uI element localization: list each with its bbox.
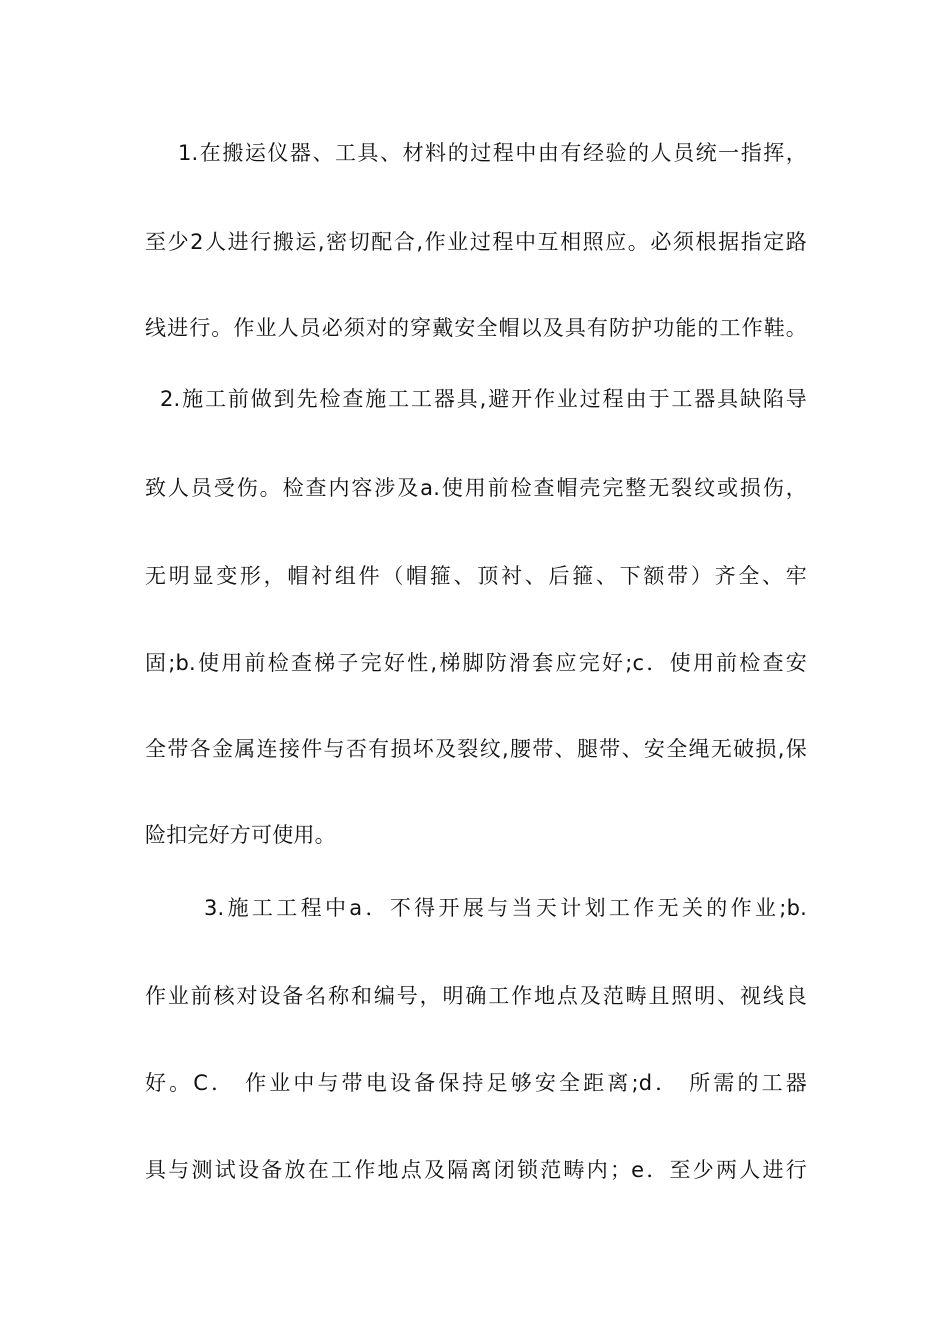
paragraph-1-line-1: 1.在搬运仪器、工具、材料的过程中由有经验的人员统一指挥， bbox=[178, 141, 807, 165]
paragraph-1-line-3: 线进行。作业人员必须对的穿戴安全帽以及具有防护功能的工作鞋。 bbox=[145, 316, 807, 340]
paragraph-2-line-2: 致人员受伤。检查内容涉及a.使用前检查帽壳完整无裂纹或损伤， bbox=[145, 476, 807, 500]
paragraph-3-line-2: 作业前核对设备名称和编号，明确工作地点及范畴且照明、视线良 bbox=[145, 984, 807, 1008]
paragraph-2-line-3: 无明显变形，帽衬组件（帽箍、顶衬、后箍、下额带）齐全、牢 bbox=[145, 564, 807, 588]
paragraph-2-line-4: 固;b.使用前检查梯子完好性,梯脚防滑套应完好;c．使用前检查安 bbox=[145, 651, 807, 675]
paragraph-1-line-2: 至少2人进行搬运,密切配合,作业过程中互相照应。必须根据指定路 bbox=[145, 230, 807, 254]
paragraph-3-line-1: 3.施工工程中a．不得开展与当天计划工作无关的作业;b. bbox=[204, 896, 807, 920]
paragraph-2-line-1: 2.施工前做到先检查施工工器具,避开作业过程由于工器具缺陷导 bbox=[160, 387, 807, 411]
paragraph-2-line-6: 险扣完好方可使用。 bbox=[145, 823, 336, 847]
paragraph-3-line-3: 好。C． 作业中与带电设备保持足够安全距离;d． 所需的工器 bbox=[145, 1071, 807, 1095]
paragraph-3-line-4: 具与测试设备放在工作地点及隔离闭锁范畴内；e．至少两人进行 bbox=[145, 1158, 807, 1182]
paragraph-2-line-5: 全带各金属连接件与否有损坏及裂纹,腰带、腿带、安全绳无破损,保 bbox=[145, 737, 807, 761]
